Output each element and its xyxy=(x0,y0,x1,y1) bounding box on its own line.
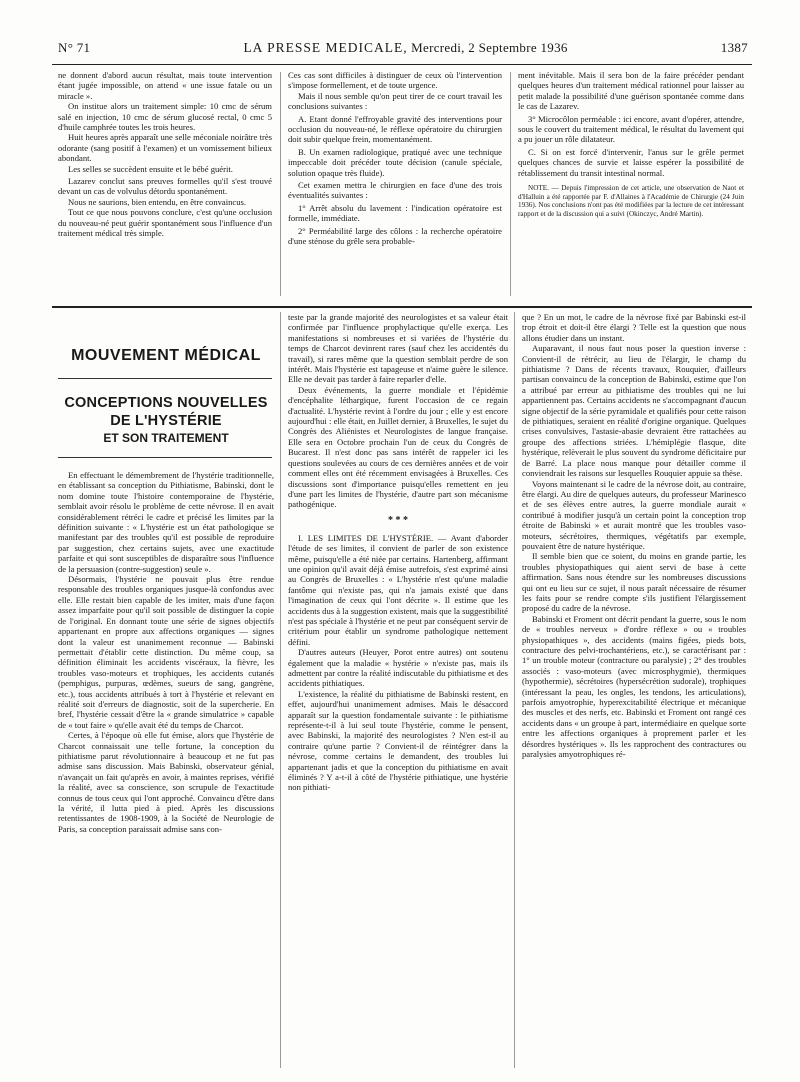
paragraph: Cet examen mettra le chirurgien en face d'une des trois éventualités suivantes : xyxy=(288,180,502,201)
page-number: 1387 xyxy=(720,40,748,55)
paragraph: 2° Perméabilité large des côlons : la recherche opératoire d'une sténose du grêle sera probable- xyxy=(288,225,502,247)
journal-name: LA PRESSE MEDICALE, xyxy=(243,40,408,55)
paragraph: ment inévitable. Mais il sera bon de la faire précéder pendant quelques heures d'un traitement médical rationnel pour laisser au petit malade la possibilité d'une guérison spontanée comme dans le cas de Lazarev. xyxy=(518,70,744,112)
paragraph: ne donnent d'abord aucun résultat, mais toute intervention étant jugée impossible, on attend « une issue fatale ou un miracle ». xyxy=(58,70,272,101)
paragraph: Ces cas sont difficiles à distinguer de ceux où l'intervention s'impose formellement, et de toute urgence. xyxy=(288,70,502,91)
paragraph: Babinski et Froment ont décrit pendant la guerre, sous le nom de « troubles nerveux » d'ordre réflexe » ou « troubles physiopathiques », des accidents (mains figées, pieds bots, contracture des pelvi-trochantériens, etc.), se caractérisant par : 1° un trouble moteur (contracture ou paralysie) ; 2° des troubles associés : vaso-moteurs (avec microsphygmie), thermiques (hypothermie), sécrétoires (hypersécrétion sudorale), trophiques (intéressant la peau, les ongles, les tendons, les articulations), parfois amyotrophie, hyperexcitabilité électrique et mécanique des muscles et des nerfs, etc. Babinski et Froment ont rangé ces accidents dans « un groupe à part, intermédiaire en quelque sorte entre les affections organiques à proprement parler et les désordres hystériques ». Ils les rapprochent des contractures ou paralysies amyotrophiques ré- xyxy=(522,613,746,760)
paragraph: 1° Arrêt absolu du lavement : l'indication opératoire est formelle, immédiate. xyxy=(288,202,502,224)
paragraph: 3° Microcôlon perméable : ici encore, avant d'opérer, attendre, sous le couvert du traitement médical, le résultat du lavement qui a pu jouer un rôle dilatateur. xyxy=(518,113,744,145)
paragraph: L'existence, la réalité du pithiatisme de Babinski restent, en effet, aujourd'hui unanimement admises. Mais le désaccord apparaît sur la question fondamentale suivante : le pithiatisme représente-t-il à lui seul toute l'hystérie, comme le pensent, avec Babinski, la majorité des neurologistes ? N'en est-il au contraire qu'une partie ? Convient-il de réintégrer dans la névrose, comme certains le demandent, des troubles lui appartenant jadis et que la conception du pithiatisme en avait éliminés ? Y a-t-il à côté de l'hystérie pithiatique, une hystérie non pithiati- xyxy=(288,688,508,793)
paragraph: Désormais, l'hystérie ne pouvait plus être rendue responsable des troubles organiques jusque-là confondus avec elle. Elle restait bien capable de les imiter, mais d'une façon assez imparfaite pour qu'il soit possible de distinguer la copie de l'original. En donnant toute une série de signes objectifs appartenant en propre aux affections organiques — signes dont la valeur est unanimement reconnue — Babinski permettait d'établir cette distinction. Du même coup, sa définition éliminait les accidents viscéraux, la fièvre, les troubles vaso-moteurs et trophiques, les accidents cutanés (pemphigus, purpuras, œdèmes, sueurs de sang, gangrène, etc.), tous accidents attribués à tort à l'hystérie et relevant en réalité soit d'erreurs de diagnostic, soit de la supercherie. En bref, l'hystérie cessait d'être la « grande simulatrice » capable de « tout faire » qu'elle avait été du temps de Charcot. xyxy=(58,574,274,730)
paragraph: Mais il nous semble qu'on peut tirer de ce court travail les conclusions suivantes : xyxy=(288,90,502,112)
top-col-2 xyxy=(288,70,502,298)
top-col-1 xyxy=(58,70,272,298)
article-col-2 xyxy=(288,312,508,1068)
article-col-1 xyxy=(58,470,274,1066)
paragraph: I. LES LIMITES DE L'HYSTÉRIE. — Avant d'aborder l'étude de ses limites, il convient de parler de son existence même, puisqu'elle a été niée par certains. Hartenberg, affirmant une opinion qu'il avait déjà émise autrefois, s'est exprimé ainsi au Congrès de Bruxelles : « L'hystérie n'est qu'une maladie fantôme qui n'existe pas, qui n'a jamais existé que dans l'imagination de ceux qui l'ont décrite ». Il estime que les accidents dus à la suggestion existent, mais que la suggestibilité n'est pas spéciale à l'hystérie et ne peut par conséquent servir de critérium pour établir un syndrome pathologique nettement défini. xyxy=(288,532,508,647)
paragraph: que ? En un mot, le cadre de la névrose fixé par Babinski est-il trop étroit et doit-il être élargi ? Telle est la question que nous allons étudier dans un instant. xyxy=(522,312,746,343)
issue-date: Mercredi, 2 Septembre 1936 xyxy=(411,40,568,55)
title-line-3: ET SON TRAITEMENT xyxy=(103,431,229,445)
paragraph: Lazarev conclut sans preuves formelles qu'il s'est trouvé devant un cas de volvulus détordu spontanément. xyxy=(58,176,272,197)
section-separator: * * * xyxy=(388,514,408,526)
section-rule xyxy=(52,306,752,308)
header-rule xyxy=(52,64,752,65)
paragraph: Nous ne saurions, bien entendu, en être convaincus. xyxy=(68,196,247,207)
column-divider xyxy=(280,72,281,296)
paragraph: C. Si on est forcé d'intervenir, l'anus sur le grêle permet quelques chances de survie et laisse espérer la possibilité de rétablissement du transit intestinal normal. xyxy=(518,146,744,178)
top-col-3 xyxy=(518,70,744,298)
column-divider xyxy=(510,72,511,296)
paragraph: Auparavant, il nous faut nous poser la question inverse : Convient-il de rétrécir, au lieu de l'élargir, le champ du pithiatisme ? Dans de récents travaux, Rouquier, d'ailleurs partisan convaincu de la conception de Babinski, estime que l'on a attribué par erreur au pithiatisme des troubles qui ne lui appartiennent pas. Certains accidents ne s'accompagnant d'aucun signe objectif de la série pyramidale et qualifiés pour cette raison de pithiatiques, seraient en réalité d'origine organique. Quelques crises convulsives, l'astasie-abasie devraient être rattachées au groupe des affections striées. L'hémiplégie flasque, dite hystérique, relèverait le plus souvent du syndrome déficitaire pur de Barré. La place nous manque pour détailler comme il conviendrait les raisons sur lesquelles Rouquier appuie sa thèse. xyxy=(522,343,746,479)
paragraph: B. Un examen radiologique, pratiqué avec une technique impeccable doit précéder toute décision (canule spéciale, solution opaque très fluide). xyxy=(288,146,502,178)
journal-title-line xyxy=(243,40,567,56)
title-line-2: DE L'HYSTÉRIE xyxy=(110,413,222,429)
paragraph: A. Etant donné l'effroyable gravité des interventions pour occlusion du nouveau-né, le réflexe opératoire du chirurgien doit subir quelque frein, momentanément. xyxy=(288,113,502,145)
paragraph: Il semble bien que ce soient, du moins en grande partie, les troubles physiopathiques qui aient servi de base à cette affirmation. Sans nous étendre sur les nombreuses discussions qui ont eu lieu sur ce sujet, il nous paraît nécessaire de résumer les faits pour se rendre compte s'ils justifient l'élargissement proposé du cadre de la névrose. xyxy=(522,551,746,614)
paragraph: Tout ce que nous pouvons conclure, c'est qu'une occlusion du nouveau-né peut guérir spontanément sous l'influence d'un traitement médical très simple. xyxy=(58,207,272,239)
paragraph: Les selles se succèdent ensuite et le bébé guérit. xyxy=(68,163,233,174)
paragraph: D'autres auteurs (Heuyer, Porot entre autres) ont soutenu également que la maladie « hystérie » n'existe pas, mais ils admettent par contre la réalité indiscutable du pithiatisme et des accidents pithiatiques. xyxy=(288,647,508,689)
section-heading: MOUVEMENT MÉDICAL xyxy=(71,347,261,364)
issue-number: N° 71 xyxy=(58,40,91,55)
paragraph: Voyons maintenant si le cadre de la névrose doit, au contraire, être élargi. Au dire de quelques auteurs, du professeur Marinesco et de ses élèves entre autres, la guerre mondiale aurait « contribué à modifier jusqu'à un certain point la conception trop étroite de Babinski » et aurait montré que les troubles vaso-moteurs, sécrétoires, thermiques, végétatifs par exemple, pouvaient être de nature hystérique. xyxy=(522,478,746,551)
title-line-1: CONCEPTIONS NOUVELLES xyxy=(64,395,268,411)
article-title xyxy=(58,394,274,446)
paragraph: On institue alors un traitement simple: 10 cmc de sérum salé en injection, 10 cmc de sérum glucosé rectal, 0 cmc 5 d'huile camphrée toutes les trois heures. xyxy=(58,101,272,133)
running-header xyxy=(58,40,748,62)
footnote: NOTE. — Depuis l'impression de cet article, une observation de Naot et d'Halluin a été rapportée par F. d'Allaines à l'Académie de Chirurgie (24 Juin 1936). Nos conclusions n'ont pas été modifiées par la lecture de cet intéressant rapport et de la discussion qui a suivi (Okinczyc, André Martin). xyxy=(518,184,744,218)
paragraph: teste par la grande majorité des neurologistes et sa valeur était confirmée par l'influence prophylactique qu'elle exerça. Les manifestations si nombreuses et si variées de l'hystérie du temps de Charcot devinrent rares (sauf chez les accidentés du travail), si rares même que la question semblait perdre de son intérêt. Mais l'hystérie est tapageuse et n'aime guère le silence. Elle ne devait pas tarder à faire reparler d'elle. xyxy=(288,312,508,385)
paragraph: Huit heures après apparaît une selle méconiale noirâtre très odorante (sang positif à l'examen) et un vomissement bilieux abondant. xyxy=(58,132,272,164)
paragraph: Certes, à l'époque où elle fut émise, alors que l'hystérie de Charcot connaissait une telle fortune, la conception du pithiatisme parut révolutionnaire à beaucoup et ne fut pas admise sans discussion. Mais Babinski, observateur génial, n'avançait un fait qu'après en avoir, à maintes reprises, vérifié la réalité, avec sa conscience, son scrupule de l'exactitude connus de tous ceux qui l'ont approché. Convaincu d'être dans la vérité, il lutta pied à pied. Après les discussions retentissantes de 1908-1909, à la Société de Neurologie de Paris, sa conception paraissait admise sans con- xyxy=(58,730,274,834)
column-divider xyxy=(280,312,281,1068)
paragraph: Deux événements, la guerre mondiale et l'épidémie d'encéphalite léthargique, furent l'occasion de ce regain d'actualité. L'hystérie revint à l'ordre du jour ; elle y est encore aujourd'hui : elle était, en Juillet dernier, à Bruxelles, le sujet du Congrès des Aliénistes et Neurologistes de langue française. Elle sera en Octobre prochain l'un de ceux du Congrès de Bucarest. Il n'est donc pas sans intérêt de rappeler ici les questions soulevées au cours de ces dernières années et de voir comment elles ont été récemment envisagées à Bruxelles. Ces discussions sont d'importance puisqu'elles remettent en jeu d'une part les limites de l'hystérie, d'autre part son mécanisme pathogénique. xyxy=(288,384,508,510)
column-divider xyxy=(514,312,515,1068)
article-col-3 xyxy=(522,312,746,1068)
paragraph: En effectuant le démembrement de l'hystérie traditionnelle, en établissant sa conception du Pithiatisme, Babinski, dont le nom domine toute l'histoire contemporaine de l'hystérie, semblait avoir résolu le problème de cette névrose. Il en avait considérablement rétréci le cadre et précisé les limites par la définition suivante : « L'hystérie est un état pathologique se manifestant par des troubles qu'il est possible de reproduire par suggestion, chez certains sujets, avec une exactitude parfaite et qui sont susceptibles de disparaître sous l'influence de la persuasion (contre-suggestion) seule ». xyxy=(58,470,274,574)
